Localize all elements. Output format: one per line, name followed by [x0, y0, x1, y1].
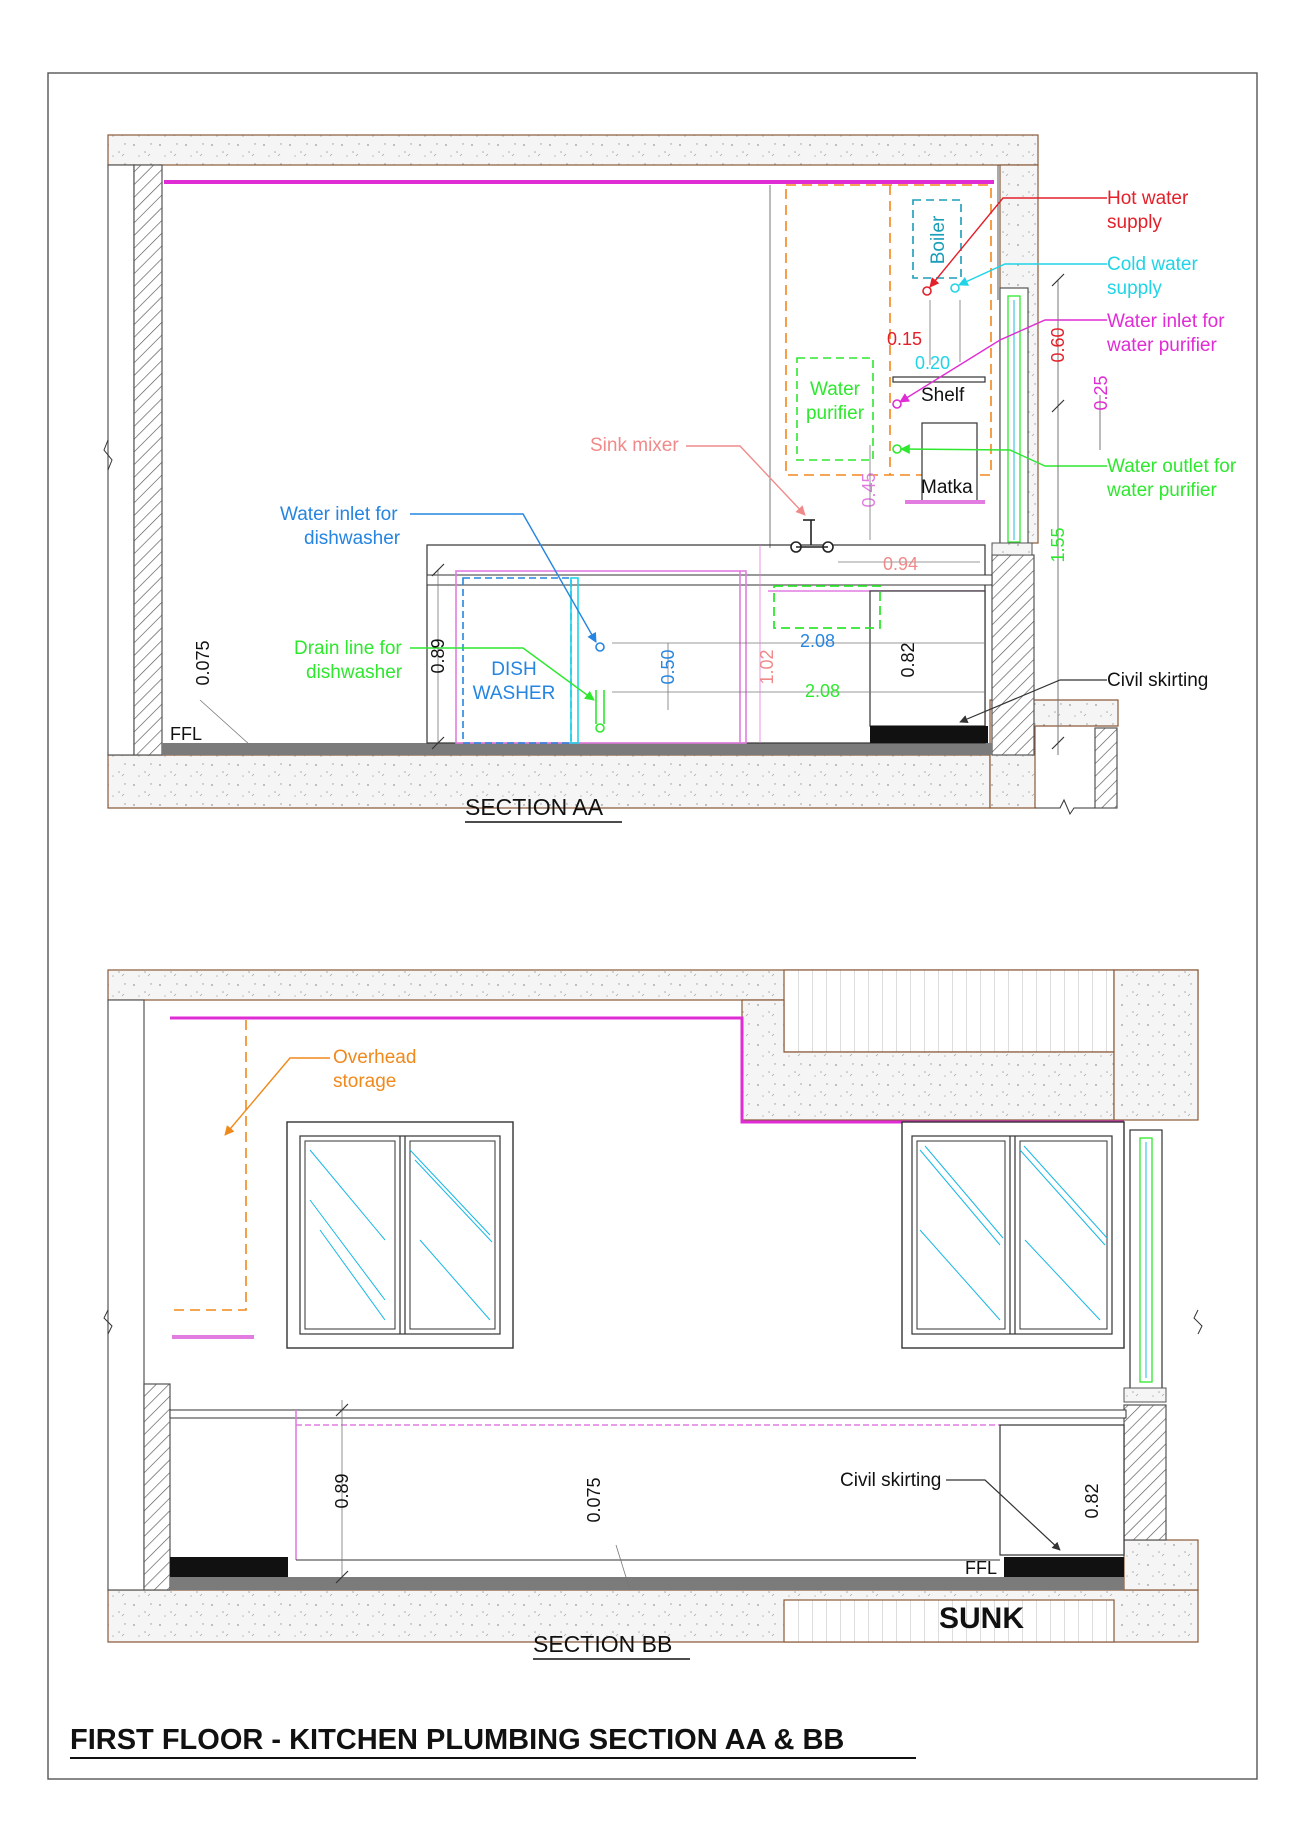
dim-skirting: 0.075	[193, 640, 213, 686]
bb-window-right	[902, 1122, 1124, 1348]
sheet-title: FIRST FLOOR - KITCHEN PLUMBING SECTION AA & BB	[70, 1724, 845, 1756]
bb-civil-skirting-label: Civil skirting	[840, 1470, 942, 1491]
dim-cold: 0.20	[915, 353, 951, 373]
dw-inlet-label-1: Water inlet for	[280, 504, 398, 525]
bb-base-cabinet	[1000, 1425, 1124, 1555]
bb-dim-skirting: 0.075	[584, 1477, 604, 1523]
hot-water-point	[923, 287, 931, 295]
water-purifier-label-1: Water	[810, 379, 860, 400]
dim-dw-inlet-height: 0.50	[658, 649, 678, 685]
section-aa-title: SECTION AA	[465, 794, 604, 820]
sink-mixer-icon	[791, 520, 833, 552]
aa-break-bottom	[1035, 800, 1095, 814]
aa-floor	[162, 743, 992, 755]
cold-water-label-1: Cold water	[1107, 254, 1198, 275]
sink-dashed	[774, 586, 880, 628]
dim-total: 1.55	[1048, 527, 1068, 563]
dw-drain-label-2: dishwasher	[306, 662, 403, 683]
sunk-label: SUNK	[939, 1602, 1025, 1635]
purifier-inlet-label-2: water purifier	[1107, 335, 1217, 356]
water-purifier-label-2: purifier	[805, 403, 865, 424]
dim-drain-run: 2.08	[805, 681, 841, 701]
dw-drain-label-1: Drain line for	[294, 638, 402, 659]
sink-mixer-leader	[686, 446, 805, 515]
dw-inlet-point	[596, 643, 604, 651]
bb-right-lower	[1124, 1540, 1198, 1590]
matka-shelf	[905, 500, 985, 504]
dim-purifier-gap: 0.25	[1091, 375, 1111, 411]
counter-pink-frame	[456, 571, 746, 743]
section-aa	[104, 135, 1237, 822]
dim-counter: 0.89	[428, 638, 448, 674]
cold-water-point	[951, 284, 959, 292]
bb-left-hatch	[144, 1384, 170, 1590]
aa-left-hatch	[134, 165, 162, 755]
dim-base: 0.82	[898, 642, 918, 678]
bb-skirting-right	[1004, 1557, 1124, 1577]
hot-water-label-2: supply	[1107, 212, 1162, 233]
aa-right-hatch-lower	[1095, 728, 1117, 808]
bb-small-shelf	[172, 1335, 254, 1339]
section-bb-title: SECTION BB	[533, 1631, 673, 1657]
hot-water-label-1: Hot water	[1107, 188, 1189, 209]
bb-break-right	[1194, 1310, 1202, 1334]
bb-ffl-label: FFL	[965, 1558, 998, 1578]
dishwasher-door	[571, 578, 578, 743]
purifier-inlet-label-1: Water inlet for	[1107, 311, 1225, 332]
aa-ceiling-line	[164, 180, 994, 184]
aa-top-slab	[108, 135, 1038, 165]
dw-drain-point	[596, 724, 604, 732]
bb-left-wall	[108, 1000, 144, 1590]
purifier-outlet-label-2: water purifier	[1107, 480, 1217, 501]
aa-ffl-label: FFL	[170, 724, 203, 744]
purifier-inlet-point	[893, 400, 901, 408]
overhead-label-1: Overhead	[333, 1047, 417, 1068]
base-cabinet	[870, 591, 985, 726]
shelf-label: Shelf	[921, 385, 965, 406]
overhead-label-2: storage	[333, 1071, 397, 1092]
dim-upper: 0.60	[1048, 327, 1068, 363]
aa-skirting-black	[870, 726, 988, 743]
dim-inlet-run: 2.08	[800, 631, 836, 651]
aa-sill	[992, 543, 1032, 555]
bb-floor	[170, 1577, 1124, 1590]
bb-right-column	[1114, 970, 1198, 1120]
dishwasher-label-2: WASHER	[472, 683, 556, 704]
dim-counter-height: 1.02	[757, 649, 777, 685]
section-bb	[104, 970, 1202, 1659]
bb-dim-counter: 0.89	[332, 1473, 352, 1509]
dishwasher-label-1: DISH	[491, 659, 537, 680]
matka-label: Matka	[921, 477, 973, 498]
bb-dim-base: 0.82	[1082, 1483, 1102, 1519]
bb-window-left	[287, 1122, 513, 1348]
aa-civil-skirting-label: Civil skirting	[1107, 670, 1209, 691]
boiler-label: Boiler	[928, 215, 949, 265]
bb-skirting-left	[170, 1557, 288, 1577]
overhead-storage-box	[170, 1020, 246, 1310]
bb-top-stripe	[784, 970, 1114, 1052]
bb-counter-top	[170, 1410, 1126, 1418]
purifier-outlet-point	[893, 445, 901, 453]
cold-water-label-2: supply	[1107, 278, 1162, 299]
sink-mixer-label: Sink mixer	[590, 435, 679, 456]
dim-mixer-width: 0.94	[883, 554, 919, 574]
dim-hot: 0.15	[887, 329, 923, 349]
counter-top	[427, 575, 992, 585]
dim-mixer: 0.45	[859, 472, 879, 508]
aa-right-hatch	[992, 555, 1034, 755]
purifier-outlet-label-1: Water outlet for	[1107, 456, 1237, 477]
bb-right-hatch	[1124, 1405, 1166, 1540]
dw-inlet-label-2: dishwasher	[304, 528, 401, 549]
